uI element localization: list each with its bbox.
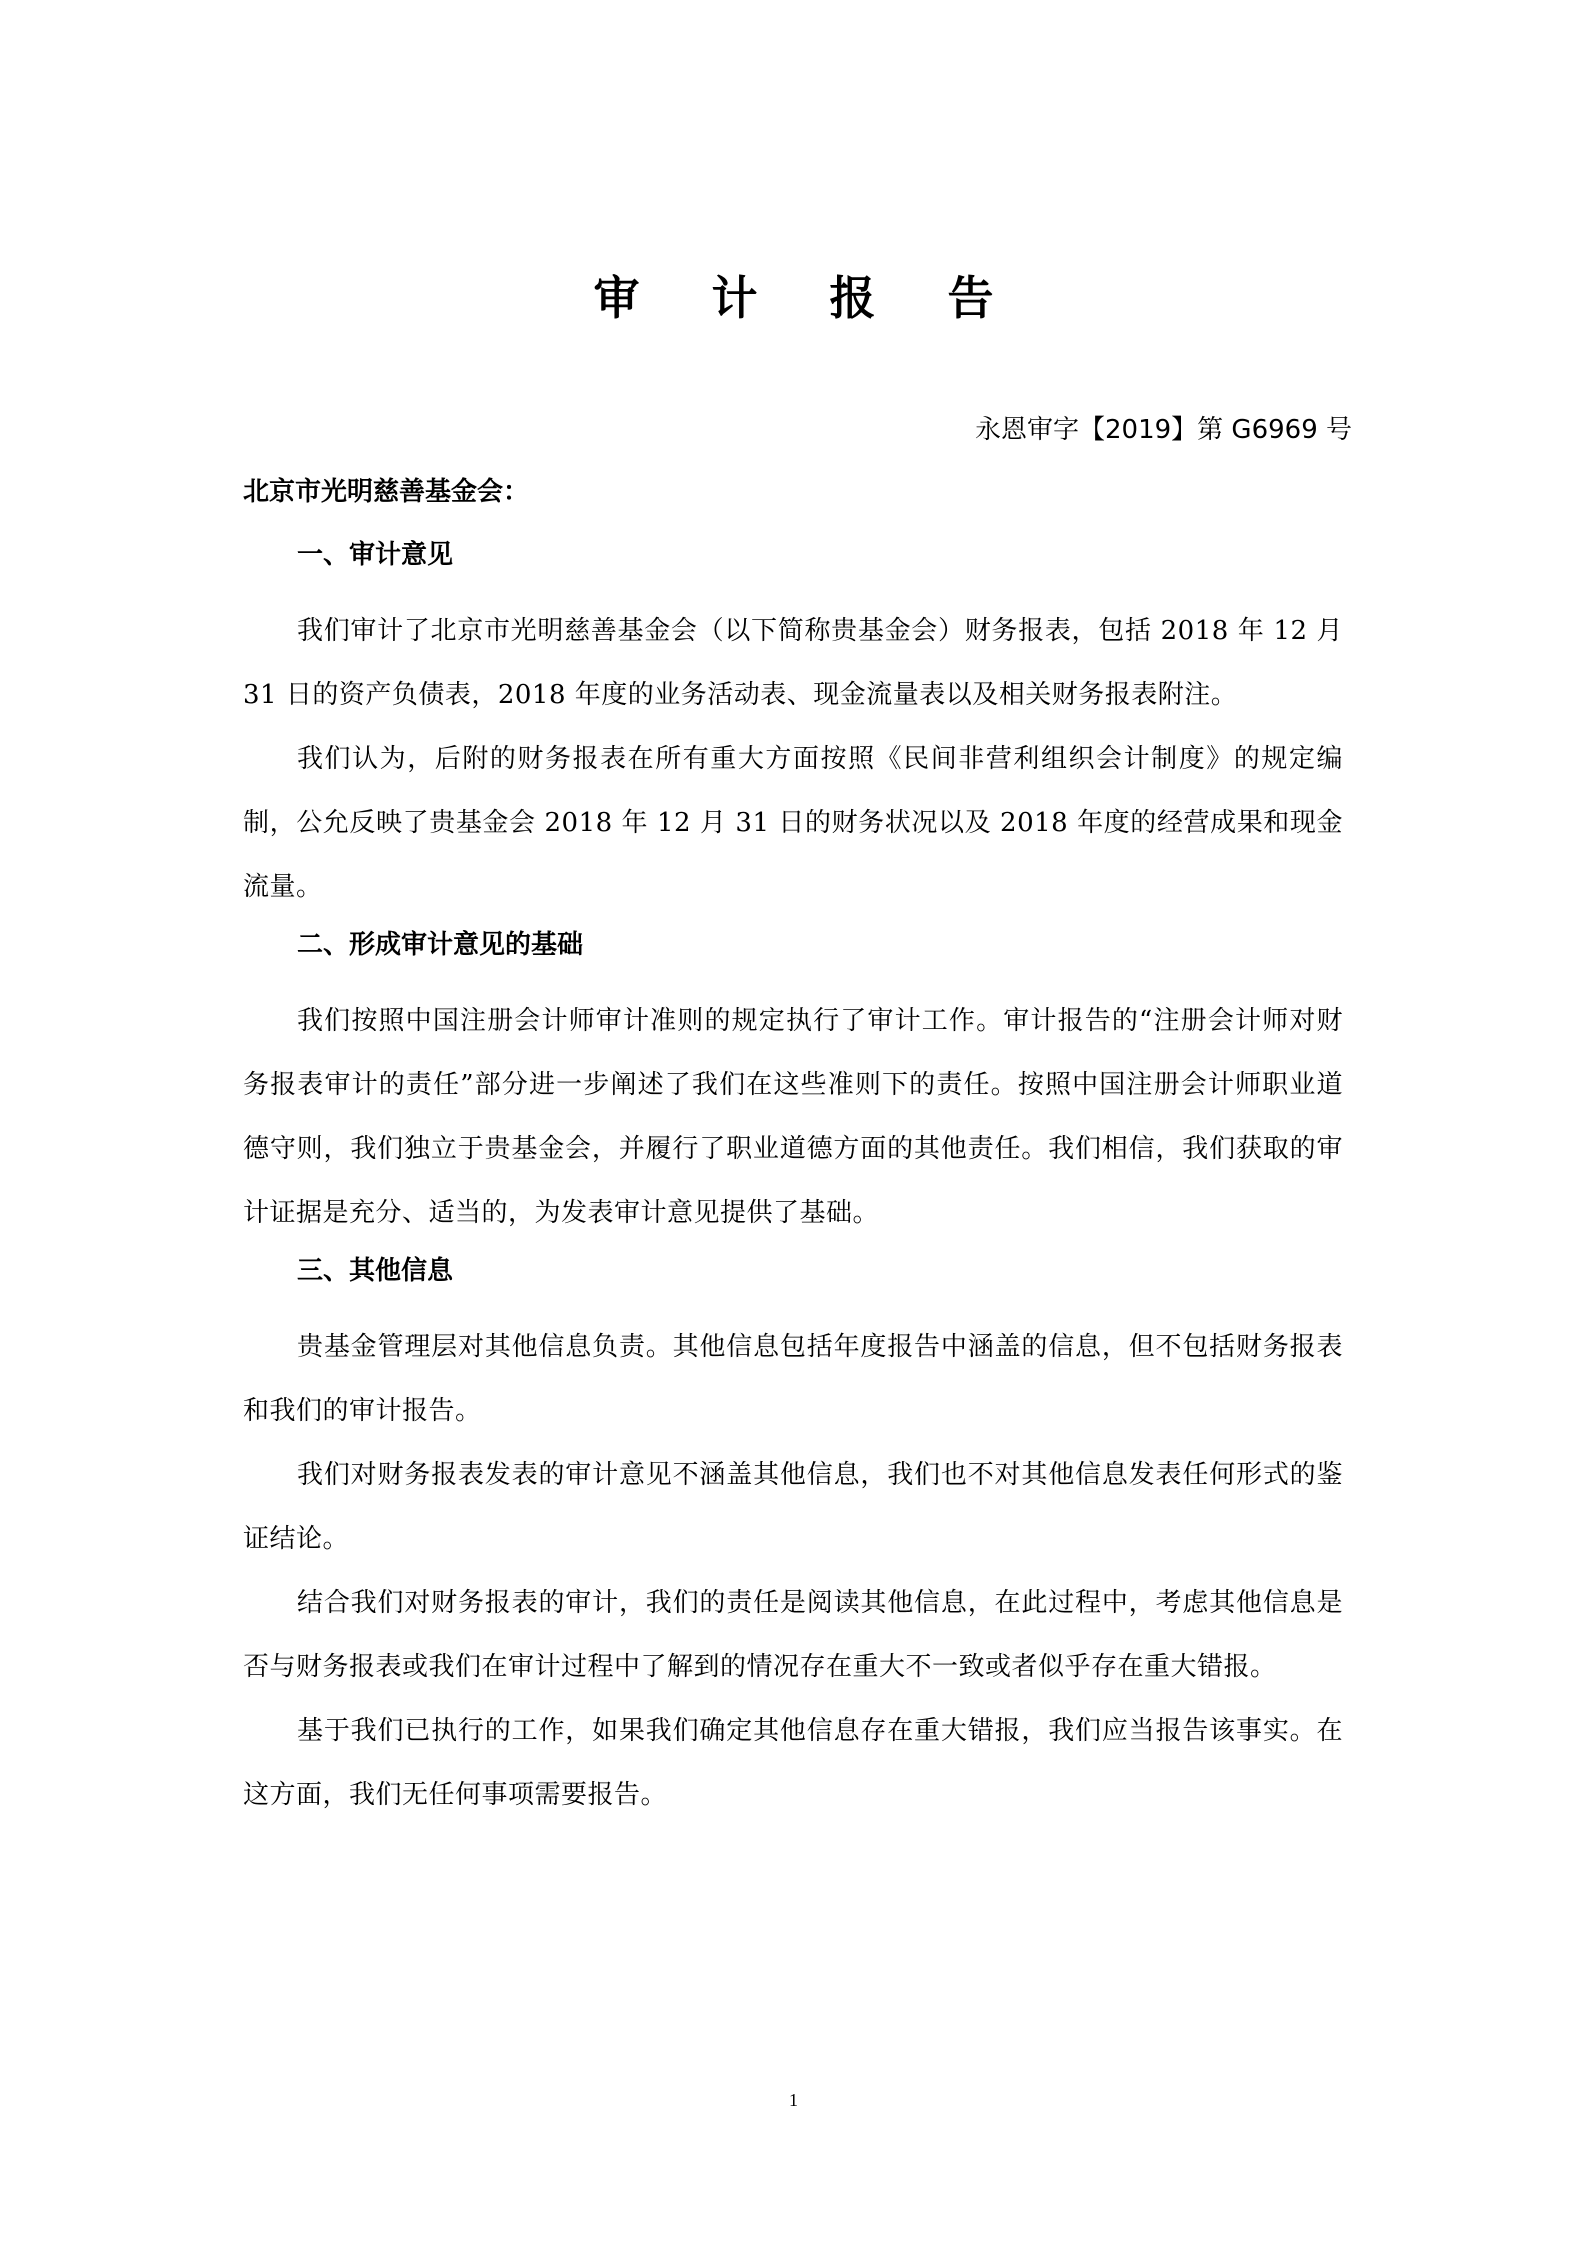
section-other-information (243, 1249, 1343, 1827)
section-heading: 一、审计意见 (297, 540, 454, 570)
paragraph: 我们认为，后附的财务报表在所有重大方面按照《民间非营利组织会计制度》的规定编制，公允反映了贵基金会 2018 年 12 月 31 日的财务状况以及 2018 年度的经营成果和现金流量。 (243, 744, 1343, 902)
paragraph: 我们审计了北京市光明慈善基金会（以下简称贵基金会）财务报表，包括 2018 年 12 月 31 日的资产负债表，2018 年度的业务活动表、现金流量表以及相关财务报表附注。 (243, 616, 1343, 710)
report-reference-number: 永恩审字【2019】第 G6969 号 (974, 415, 1352, 445)
section-audit-opinion (243, 533, 1343, 919)
paragraph: 贵基金管理层对其他信息负责。其他信息包括年度报告中涵盖的信息，但不包括财务报表和我们的审计报告。 (243, 1332, 1343, 1426)
section-basis-for-opinion (243, 923, 1343, 1245)
paragraph: 我们对财务报表发表的审计意见不涵盖其他信息，我们也不对其他信息发表任何形式的鉴证结论。 (243, 1460, 1343, 1554)
page-number: 1 (789, 2090, 798, 2110)
paragraph: 基于我们已执行的工作，如果我们确定其他信息存在重大错报，我们应当报告该事实。在这方面，我们无任何事项需要报告。 (243, 1716, 1343, 1810)
addressee: 北京市光明慈善基金会： (243, 477, 530, 507)
paragraph: 结合我们对财务报表的审计，我们的责任是阅读其他信息，在此过程中，考虑其他信息是否与财务报表或我们在审计过程中了解到的情况存在重大不一致或者似乎存在重大错报。 (243, 1588, 1343, 1682)
paragraph: 我们按照中国注册会计师审计准则的规定执行了审计工作。审计报告的“注册会计师对财务报表审计的责任”部分进一步阐述了我们在这些准则下的责任。按照中国注册会计师职业道德守则，我们独立于贵基金会，并履行了职业道德方面的其他责任。我们相信，我们获取的审计证据是充分、适当的，为发表审计意见提供了基础。 (243, 1006, 1343, 1228)
section-heading: 三、其他信息 (297, 1256, 454, 1286)
report-title: 审 计 报 告 (593, 271, 1022, 325)
section-heading: 二、形成审计意见的基础 (297, 930, 584, 960)
report-body (243, 470, 1343, 1827)
